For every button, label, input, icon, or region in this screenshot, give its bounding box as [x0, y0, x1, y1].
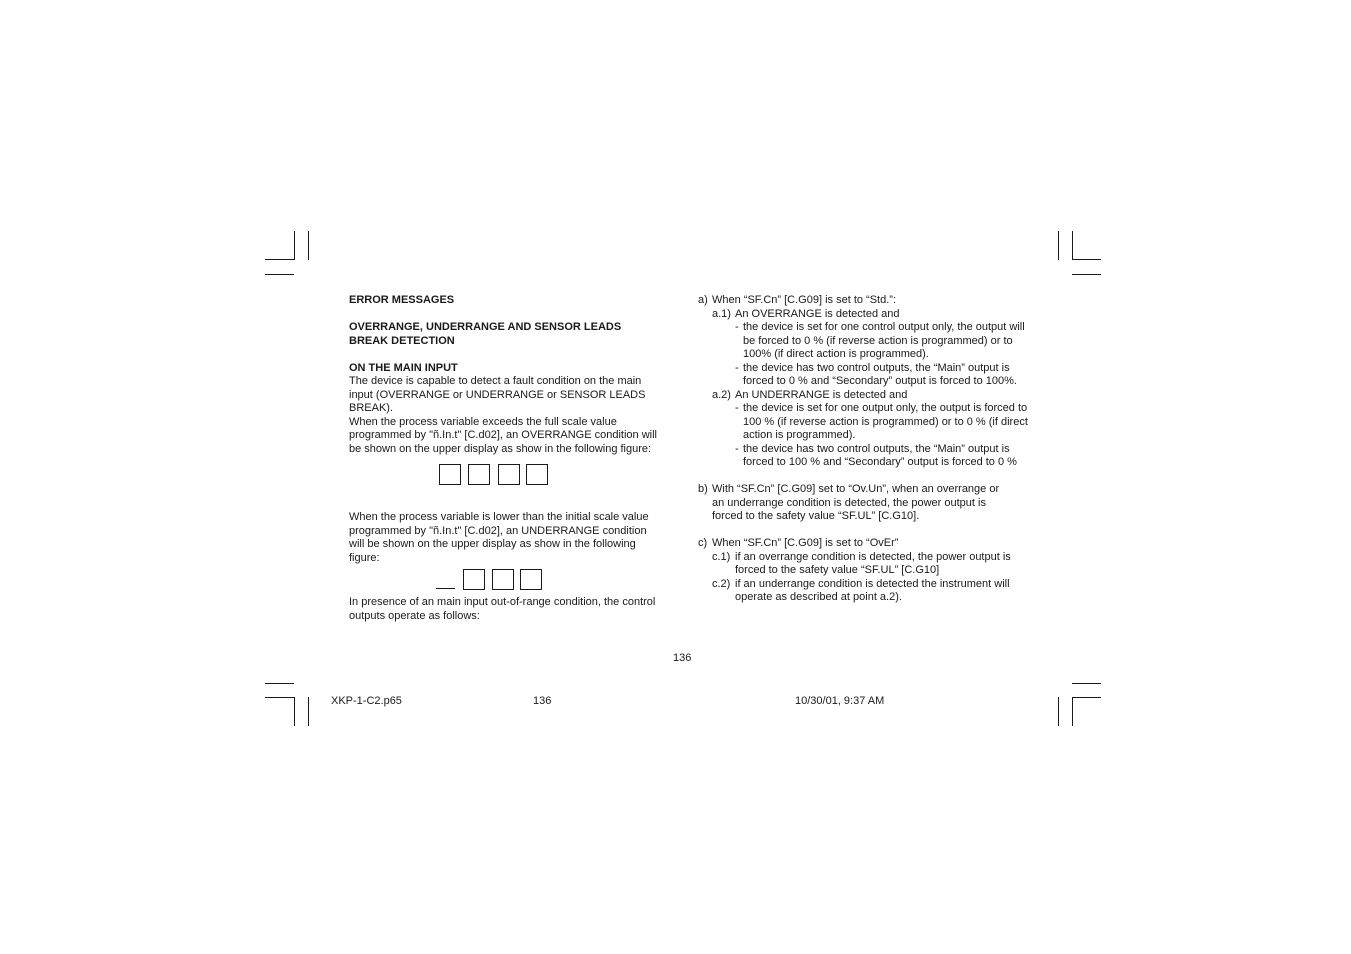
overrange-paragraph: When the process variable exceeds the full scale value programmed by "ñ.In.t" [C.d02], an OVERRANGE condition will be shown on the upper display as show in the following figure:: [349, 415, 657, 455]
crop-mark: [1072, 231, 1073, 260]
crop-mark: [1072, 697, 1101, 698]
crop-mark: [265, 683, 294, 684]
crop-mark: [308, 697, 309, 726]
outputs-paragraph: In presence of an main input out-of-range condition, the control outputs operate as follows:: [349, 596, 656, 622]
footer-file: XKP-1-C2.p65: [331, 695, 402, 707]
crop-mark: [265, 697, 295, 698]
display-digit: [439, 464, 461, 485]
left-column: [349, 294, 669, 623]
display-digit: [468, 464, 490, 485]
crop-mark: [265, 274, 294, 275]
crop-mark: [1072, 274, 1101, 275]
footer-datetime: 10/30/01, 9:37 AM: [795, 695, 885, 707]
list-item-c: c) When “SF.Cn” [C.G09] is set to “OvEr”: [698, 537, 899, 549]
crop-mark: [1072, 683, 1101, 684]
display-dash: [436, 587, 455, 589]
display-digit: [463, 569, 485, 590]
list-item-a: a) When “SF.Cn” [C.G09] is set to “Std.”:: [698, 294, 896, 306]
crop-mark: [308, 231, 309, 260]
intro-paragraph: The device is capable to detect a fault condition on the main input (OVERRANGE or UNDERRANGE or SENSOR LEADS BREAK).: [349, 375, 646, 414]
display-digit: [526, 464, 548, 485]
right-column: [698, 294, 1028, 605]
overrange-display-figure: [439, 464, 669, 485]
list-item-b: b) With “SF.Cn” [C.G09] set to “Ov.Un”, when an overrange or an underrange condition is detected, the power output is forced to the safety value “SF.UL” [C.G10].: [698, 483, 1000, 522]
section-title: OVERRANGE, UNDERRANGE AND SENSOR LEADS BREAK DETECTION: [349, 321, 622, 347]
page-number: 136: [673, 652, 692, 664]
crop-mark: [1072, 697, 1073, 726]
crop-mark: [265, 259, 295, 260]
list-item-a1-bullet-2: - the device has two control outputs, the “Main” output is forced to 0 % and “Secondary” output is forced to 100%.: [735, 361, 1017, 387]
subsection-title: ON THE MAIN INPUT: [349, 361, 458, 374]
list-item-c1: c.1) if an overrange condition is detected, the power output is forced to the safety value “SF.UL” [C.G10]: [712, 550, 1011, 576]
crop-mark: [294, 697, 295, 726]
crop-mark: [1058, 231, 1059, 260]
footer-page: 136: [533, 695, 552, 707]
list-item-a2-bullet-2: - the device has two control outputs, the “Main” output is forced to 100 % and “Secondary” output is forced to 0 %: [735, 442, 1017, 468]
crop-mark: [294, 231, 295, 260]
list-item-a1-bullet-1: - the device is set for one control output only, the output will be forced to 0 % (if reverse action is programmed) or to 100% (if direct action is programmed).: [735, 321, 1025, 360]
list-item-c2: c.2) if an underrange condition is detected the instrument will operate as described at point a.2).: [712, 577, 1010, 603]
display-digit: [498, 464, 520, 485]
list-item-a2-bullet-1: - the device is set for one output only, the output is forced to 100 % (if reverse action is programmed) or to 0 % (if direct action is programmed).: [735, 402, 1028, 441]
error-messages-heading: ERROR MESSAGES: [349, 294, 455, 306]
crop-mark: [1058, 697, 1059, 726]
crop-mark: [1072, 259, 1101, 260]
list-item-a2: a.2) An UNDERRANGE is detected and: [712, 388, 908, 401]
display-digit: [492, 569, 514, 590]
underrange-paragraph: When the process variable is lower than the initial scale value programmed by "ñ.In.t" [C.d02], an UNDERRANGE condition will be shown on the upper display as show in the following figure:: [349, 511, 649, 564]
list-item-a1: a.1) An OVERRANGE is detected and: [712, 307, 900, 320]
display-digit: [520, 569, 542, 590]
underrange-display-figure: [436, 569, 669, 590]
